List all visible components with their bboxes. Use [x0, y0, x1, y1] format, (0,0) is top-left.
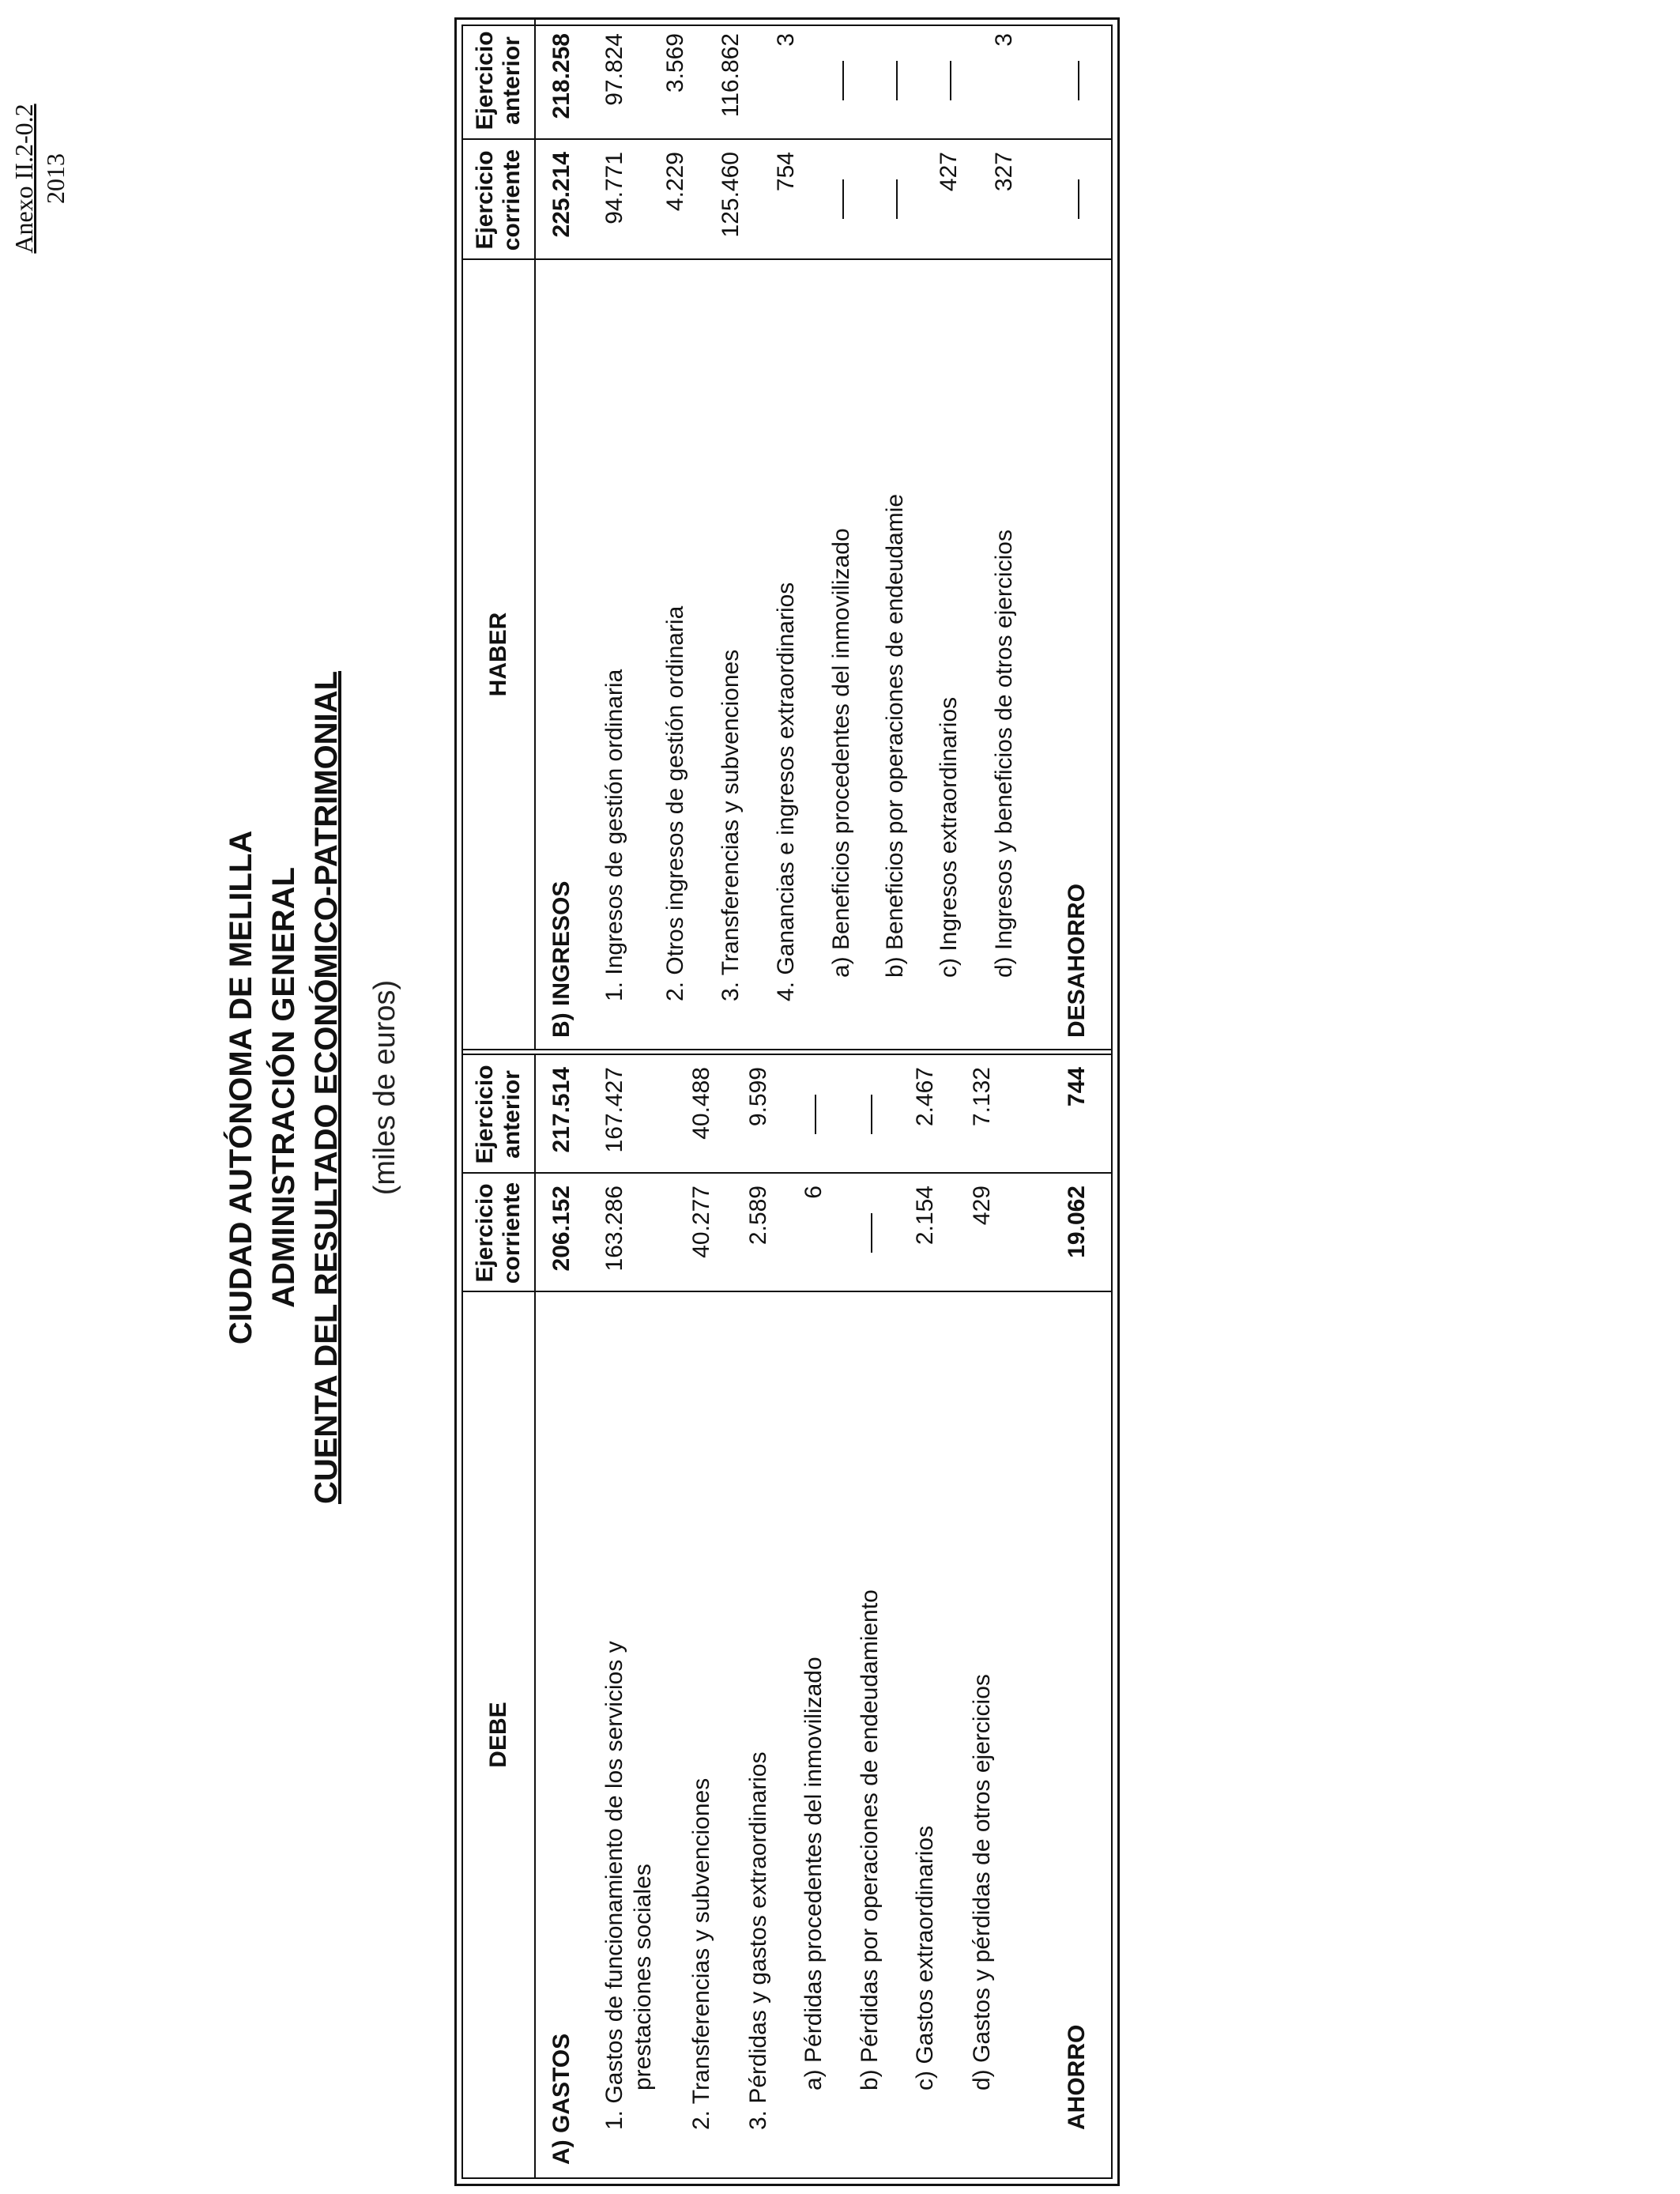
haber-section: [463, 20, 1111, 1049]
haber-row-a-current-dash: [842, 179, 844, 219]
debe-row-1-label-cont: prestaciones sociales: [630, 1864, 656, 2090]
debe-row-b-previous-dash: [871, 1095, 872, 1134]
haber-row-b-previous-dash: [896, 61, 898, 100]
haber-row-3-previous: 116.862: [718, 33, 744, 118]
haber-row-ingresos-previous: 218.258: [548, 33, 574, 119]
debe-row-1-current: 163.286: [601, 1186, 627, 1272]
haber-row-2-label: 2. Otros ingresos de gestión ordinaria: [662, 605, 688, 1001]
haber-row-a-previous-dash: [842, 61, 844, 100]
haber-header: HABER: [485, 612, 511, 697]
title-administration: ADMINISTRACIÓN GENERAL: [266, 867, 301, 1308]
debe-row-3-previous: 9.599: [745, 1067, 771, 1127]
haber-row-desahorro-previous-dash: [1078, 61, 1079, 100]
debe-row-ahorro-previous: 744: [1064, 1067, 1090, 1107]
haber-row-desahorro-label: DESAHORRO: [1064, 883, 1090, 1038]
haber-row-ingresos-current: 225.214: [548, 152, 574, 238]
haber-row-1-current: 94.771: [601, 152, 627, 224]
haber-col-current-header: Ejercicio corriente: [472, 149, 525, 251]
haber-row-c-current: 427: [936, 152, 962, 192]
title-statement: CUENTA DEL RESULTADO ECONÓMICO-PATRIMONIAL: [309, 670, 344, 1505]
debe-row-a-previous-dash: [815, 1095, 816, 1134]
haber-row-b-label: b) Beneficios por operaciones de endeudamie: [882, 493, 908, 978]
haber-row-4-label: 4. Ganancias e ingresos extraordinarios: [773, 582, 799, 1001]
debe-row-c-previous: 2.467: [912, 1067, 938, 1127]
debe-row-a-current: 6: [800, 1186, 827, 1199]
debe-row-ahorro-label: AHORRO: [1064, 2024, 1090, 2130]
haber-row-d-label: d) Ingresos y beneficios de otros ejercicios: [991, 530, 1017, 978]
debe-row-3-current: 2.589: [745, 1186, 771, 1246]
haber-row-b-current-dash: [896, 179, 898, 219]
annex-year: 2013: [41, 153, 70, 204]
debe-row-2-label: 2. Transferencias y subvenciones: [688, 1777, 714, 2130]
haber-row-2-previous: 3.569: [662, 33, 688, 93]
debe-row-b-label: b) Pérdidas por operaciones de endeudamiento: [857, 1589, 883, 2090]
debe-row-3-label: 3. Pérdidas y gastos extraordinarios: [745, 1751, 771, 2130]
haber-col-previous-header: Ejercicio anterior: [472, 31, 525, 130]
report-title: [220, 534, 348, 1641]
debe-row-1-label: 1. Gastos de funcionamiento de los servicios y: [601, 1641, 627, 2130]
haber-row-4-previous: 3: [773, 33, 799, 47]
debe-row-c-current: 2.154: [912, 1186, 938, 1246]
debe-row-1-previous: 167.427: [601, 1067, 627, 1153]
haber-row-desahorro-current-dash: [1078, 179, 1079, 219]
haber-row-ingresos-label: B) INGRESOS: [548, 880, 574, 1038]
haber-row-c-label: c) Ingresos extraordinarios: [936, 696, 962, 978]
statement-table: [454, 17, 1120, 2186]
debe-row-d-previous: 7.132: [969, 1067, 995, 1127]
title-entity: CIUDAD AUTÓNOMA DE MELILLA: [224, 830, 258, 1345]
haber-row-d-previous: 3: [991, 33, 1017, 47]
debe-col-previous-header: Ejercicio anterior: [472, 1065, 525, 1164]
haber-row-3-current: 125.460: [718, 152, 744, 238]
haber-row-2-current: 4.229: [662, 152, 688, 212]
debe-row-d-label: d) Gastos y pérdidas de otros ejercicios: [969, 1674, 995, 2090]
debe-col-current-header: Ejercicio corriente: [472, 1182, 525, 1284]
haber-row-d-current: 327: [991, 152, 1017, 192]
annex-reference: [8, 60, 71, 297]
annex-label: Anexo II.2-0.2: [9, 104, 38, 254]
debe-row-d-current: 429: [969, 1186, 995, 1226]
debe-header: DEBE: [485, 1702, 511, 1768]
debe-row-ahorro-current: 19.062: [1064, 1186, 1090, 1258]
haber-row-3-label: 3. Transferencias y subvenciones: [718, 649, 744, 1001]
units-note: (miles de euros): [368, 979, 401, 1196]
debe-section: [463, 1055, 1111, 2177]
haber-row-4-current: 754: [773, 152, 799, 192]
haber-row-1-label: 1. Ingresos de gestión ordinaria: [601, 669, 627, 1001]
debe-row-b-current-dash: [871, 1213, 872, 1253]
debe-row-gastos-previous: 217.514: [548, 1067, 574, 1153]
haber-row-a-label: a) Beneficios procedentes del inmovilizado: [828, 528, 854, 978]
debe-row-gastos-current: 206.152: [548, 1186, 574, 1272]
debe-row-a-label: a) Pérdidas procedentes del inmovilizado: [800, 1657, 827, 2090]
section-divider: [463, 1049, 1111, 1055]
debe-row-gastos-label: A) GASTOS: [548, 2033, 574, 2165]
debe-row-2-current: 40.277: [688, 1186, 714, 1258]
haber-row-1-previous: 97.824: [601, 33, 627, 106]
debe-row-2-previous: 40.488: [688, 1067, 714, 1140]
haber-row-c-previous-dash: [950, 61, 951, 100]
debe-row-c-label: c) Gastos extraordinarios: [912, 1825, 938, 2090]
